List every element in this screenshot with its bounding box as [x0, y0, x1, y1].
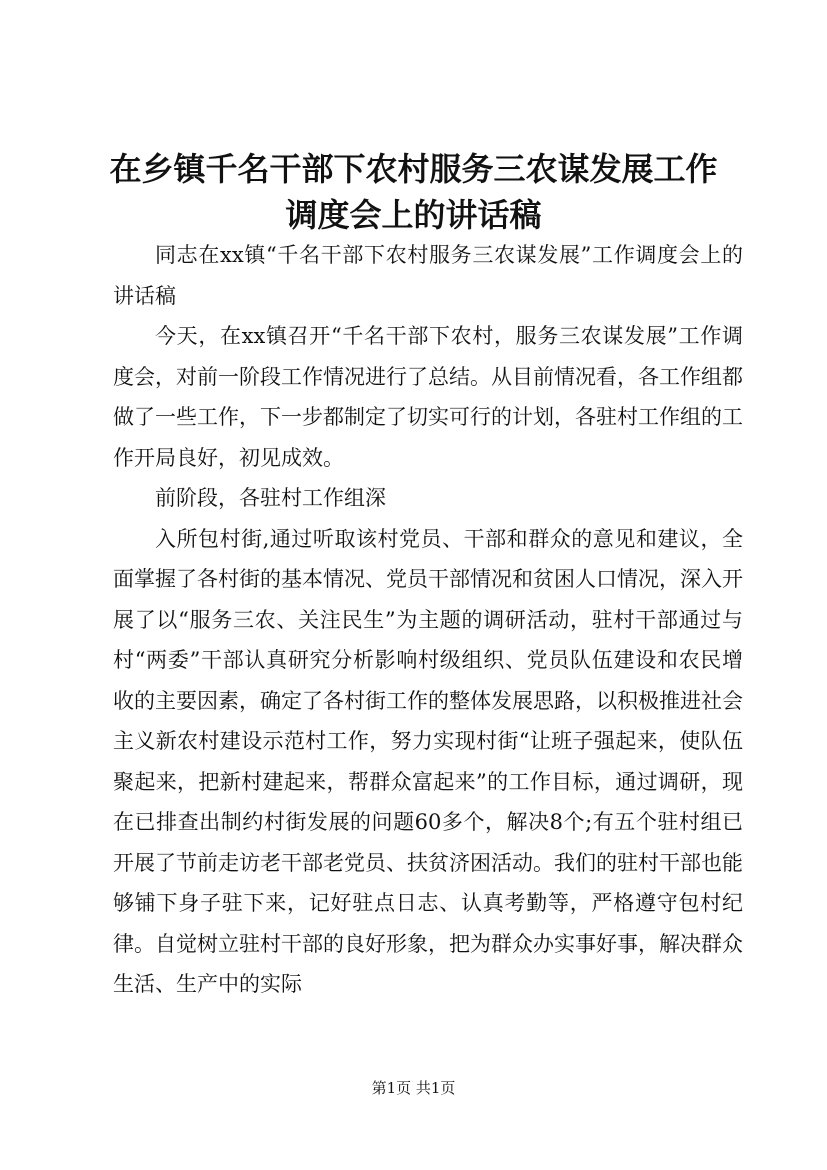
document-body: [113, 235, 743, 1005]
paragraph-2: 今天，在xx镇召开“千名干部下农村，服务三农谋发展”工作调度会，对前一阶段工作情况进行了总结。从目前情况看，各工作组都做了一些工作，下一步都制定了切实可行的计划，各驻村工作组的工作开局良好，初见成效。: [113, 324, 743, 470]
paragraph-4: 入所包村街,通过听取该村党员、干部和群众的意见和建议，全面掌握了各村街的基本情况、党员干部情况和贫困人口情况，深入开展了以“服务三农、关注民生”为主题的调研活动，驻村干部通过与村“两委”干部认真研究分析影响村级组织、党员队伍建设和农民增收的主要因素，确定了各村街工作的整体发展思路，以积极推进社会主义新农村建设示范村工作，努力实现村街“让班子强起来，使队伍聚起来，把新村建起来，帮群众富起来”的工作目标，通过调研，现在已排查出制约村街发展的问题60多个，解决8个;有五个驻村组已开展了节前走访老干部老党员、扶贫济困活动。我们的驻村干部也能够铺下身子驻下来，记好驻点日志、认真考勤等，严格遵守包村纪律。自觉树立驻村干部的良好形象，把为群众办实事好事，解决群众生活、生产中的实际: [113, 526, 743, 996]
paragraph-1: 同志在xx镇“千名干部下农村服务三农谋发展”工作调度会上的讲话稿: [113, 243, 743, 308]
paragraph-3: 前阶段，各驻村工作组深: [155, 486, 386, 510]
page-footer: 第1页 共1页: [371, 1079, 456, 1097]
document-title: 在乡镇千名干部下农村服务三农谋发展工作调度会上的讲话稿: [109, 150, 718, 234]
